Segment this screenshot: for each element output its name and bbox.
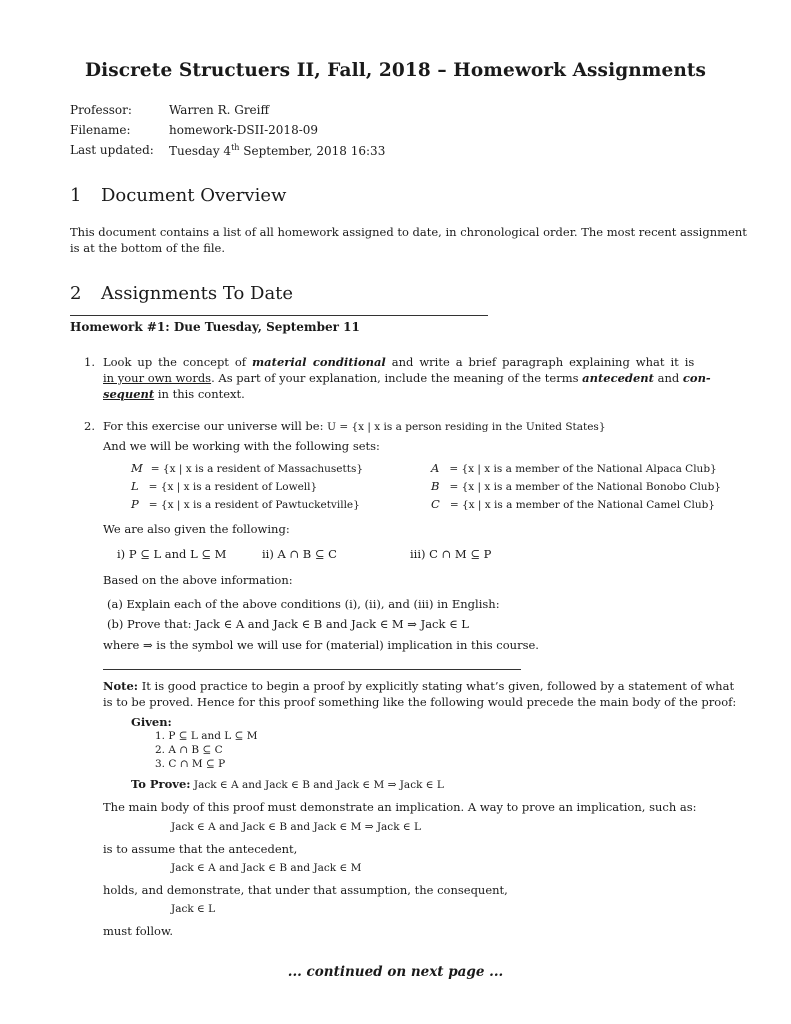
note-assume: is to assume that the antecedent, — [103, 842, 298, 856]
note-line-2: is to be proved. Hence for this proof something like the following would precede the main body of the proof: — [103, 695, 737, 709]
set-c: C = {x | x is a member of the National Camel Club} — [431, 497, 715, 511]
note-to-prove: To Prove: Jack ∈ A and Jack ∈ B and Jack ∈ M ⇒ Jack ∈ L — [131, 777, 444, 791]
note-antecedent: Jack ∈ A and Jack ∈ B and Jack ∈ M — [171, 862, 362, 874]
professor-label: Professor: — [70, 103, 132, 117]
set-m: M = {x | x is a resident of Massachusetts} — [131, 461, 364, 475]
set-l: L = {x | x is a resident of Lowell} — [131, 479, 318, 493]
set-b: B = {x | x is a member of the National Bonobo Club} — [431, 479, 721, 493]
q2-based-on: Based on the above information: — [103, 573, 293, 587]
note-consequent: Jack ∈ L — [171, 903, 216, 915]
continued-footer: ... continued on next page ... — [287, 964, 504, 980]
q2-where: where ⇒ is the symbol we will use for (material) implication in this course. — [103, 638, 539, 652]
note-main-body: The main body of this proof must demonstrate an implication. A way to prove an implication, such as: — [103, 800, 697, 814]
document-title: Discrete Structuers II, Fall, 2018 – Homework Assignments — [84, 60, 707, 81]
note-divider — [103, 669, 521, 670]
homework-heading: Homework #1: Due Tuesday, September 11 — [70, 320, 360, 334]
note-implication: Jack ∈ A and Jack ∈ B and Jack ∈ M ⇒ Jack ∈ L — [171, 821, 421, 833]
q2-sets-intro: And we will be working with the following sets: — [103, 439, 380, 453]
condition-i: i) P ⊆ L and L ⊆ M — [117, 547, 227, 561]
set-p: P = {x | x is a resident of Pawtucketville} — [131, 497, 360, 511]
last-updated-value: Tuesday 4th September, 2018 16:33 — [169, 143, 386, 158]
filename-label: Filename: — [70, 123, 131, 137]
note-given-item-1: 1. P ⊆ L and L ⊆ M — [155, 730, 258, 742]
filename-value: homework-DSII-2018-09 — [169, 123, 319, 137]
q2-part-a: (a) Explain each of the above conditions (i), (ii), and (iii) in English: — [107, 597, 500, 611]
last-updated-label: Last updated: — [70, 143, 154, 157]
q2-given-intro: We are also given the following: — [103, 522, 290, 536]
q2-universe: For this exercise our universe will be: U = {x | x is a person residing in the United States} — [103, 419, 606, 433]
q1-line-2: in your own words. As part of your explanation, include the meaning of the terms antecedent and con- — [103, 371, 711, 385]
q2-number: 2. — [84, 419, 95, 433]
section-1-heading: 1 Document Overview — [70, 185, 287, 206]
note-must-follow: must follow. — [103, 924, 174, 938]
homework-divider — [70, 315, 488, 316]
professor-value: Warren R. Greiff — [169, 103, 270, 117]
note-given-item-3: 3. C ∩ M ⊆ P — [155, 758, 226, 770]
q2-part-b: (b) Prove that: Jack ∈ A and Jack ∈ B and Jack ∈ M ⇒ Jack ∈ L — [107, 617, 469, 631]
note-given-label: Given: — [131, 715, 172, 729]
note-holds: holds, and demonstrate, that under that assumption, the consequent, — [103, 883, 508, 897]
condition-ii: ii) A ∩ B ⊆ C — [262, 547, 337, 561]
q1-number: 1. — [84, 355, 95, 369]
set-a: A = {x | x is a member of the National Alpaca Club} — [431, 461, 717, 475]
note-line-1: Note: It is good practice to begin a proof by explicitly stating what’s given, followed by a statement of what — [103, 679, 735, 693]
note-given-item-2: 2. A ∩ B ⊆ C — [155, 744, 223, 756]
section-1-body-line-1: This document contains a list of all homework assigned to date, in chronological order. The most recent assignment — [70, 225, 747, 239]
q1-line-1: Look up the concept of material conditional and write a brief paragraph explaining what it is — [103, 355, 695, 369]
section-2-heading: 2 Assignments To Date — [70, 283, 294, 304]
section-1-body-line-2: is at the bottom of the file. — [70, 241, 226, 255]
condition-iii: iii) C ∩ M ⊆ P — [410, 547, 492, 561]
q1-line-3: sequent in this context. — [103, 387, 245, 401]
